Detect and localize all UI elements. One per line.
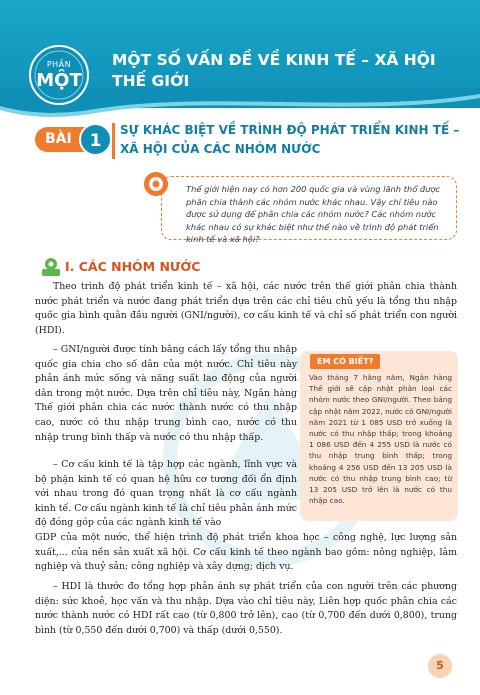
eye-icon	[144, 172, 168, 196]
paragraph-intro: Theo trình độ phát triển kinh tế – xã hội, các nước trên thế giới phân chia thành nước phát triển và nước đang phát triển dựa trên các chỉ tiêu chủ yếu là tổng thu nhập quốc gia bình quân đầu người (GNI/người), cơ cấu kinh tế và chỉ số phát triển con người (HDI).	[35, 281, 457, 336]
paragraph-gni: – GNI/người được tính bằng cách lấy tổng thu nhập quốc gia chia cho số dân của một nước. Chỉ tiêu này phản ánh mức sống và năng suất lao động của người dân trong một nước. Dựa trên chỉ tiêu này, Ngân hàng Thế giới phân chia các nước thành nước có thu nhập cao, nước có thu nhập trung bình cao, nước có thu nhập trung bình thấp và nước có thu nhập thấp.	[35, 344, 297, 443]
paragraph-hdi: – HDI là thước đo tổng hợp phản ánh sự phát triển của con người trên các phương diện: sức khoẻ, học vấn và thu nhập. Dựa vào chỉ tiêu này, Liên hợp quốc phân chia các nước thành nước có HDI rất cao (từ 0,800 trở lên), cao (từ 0,700 đến dưới 0,800), trung bình (từ 0,550 đến dưới 0,700) và thấp (dưới 0,550).	[35, 581, 457, 636]
part-title: MỘT SỐ VẤN ĐỀ VỀ KINH TẾ – XÃ HỘI THẾ GIỚI	[112, 51, 436, 90]
lesson-number: 1	[79, 123, 112, 156]
lesson-title-divider	[112, 123, 115, 159]
paragraph-economic-structure: – Cơ cấu kinh tế là tập hợp các ngành, lĩnh vực và bộ phận kinh tế có quan hệ hữu cơ tương đối ổn định với nhau trong đó quan trọng nhất là cơ cấu ngành kinh tế. Cơ cấu ngành kinh tế là chỉ tiêu phản ánh mức độ đóng góp của các ngành kinh tế vào	[35, 459, 297, 529]
page-number: 5	[428, 654, 452, 678]
section-learn-icon	[40, 257, 62, 277]
part-label: PHẦN	[46, 60, 72, 69]
did-you-know-text: Vào tháng 7 hằng năm, Ngân hàng Thế giới sẽ cập nhật phân loại các nhóm nước theo GNI/người. Theo bảng cập nhật năm 2022, nước có GNI/người năm 2021 từ 1 085 USD trở xuống là nước có thu nhập thấp; trong khoảng 1 086 USD đến 4 255 USD là nước có thu nhập trung bình thấp; trong khoảng 4 256 USD đến 13 205 USD là nước có thu nhập trung bình cao; từ 13 205 USD trở lên là nước có thu nhập cao.	[309, 373, 453, 506]
did-you-know-heading: EM CÓ BIẾT?	[310, 354, 380, 369]
part-badge	[28, 44, 90, 106]
part-number: MỘT	[36, 70, 82, 91]
section-title: I. CÁC NHÓM NƯỚC	[65, 259, 201, 274]
paragraph-economic-structure-cont: GDP của một nước, thể hiện trình độ phát triển khoa học – công nghệ, lực lượng sản xuất,... của nền sản xuất xã hội. Cơ cấu kinh tế theo ngành bao gồm: nông nghiệp, lâm nghiệp và thuỷ sản; công nghiệp và xây dựng; dịch vụ.	[35, 532, 457, 573]
lesson-label: BÀI	[45, 131, 72, 147]
lesson-title: SỰ KHÁC BIỆT VỀ TRÌNH ĐỘ PHÁT TRIỂN KINH TẾ – XÃ HỘI CỦA CÁC NHÓM NƯỚC	[120, 123, 460, 156]
lesson-badge	[35, 127, 107, 152]
intro-text: Thế giới hiện nay có hơn 200 quốc gia và vùng lãnh thổ được phân chia thành các nhóm nước khác nhau. Vậy chỉ tiêu nào được sử dụng để phân chia các nhóm nước? Các nhóm nước khác nhau có sự khác biệt như thế nào về trình độ phát triển kinh tế và xã hội?	[186, 184, 441, 244]
